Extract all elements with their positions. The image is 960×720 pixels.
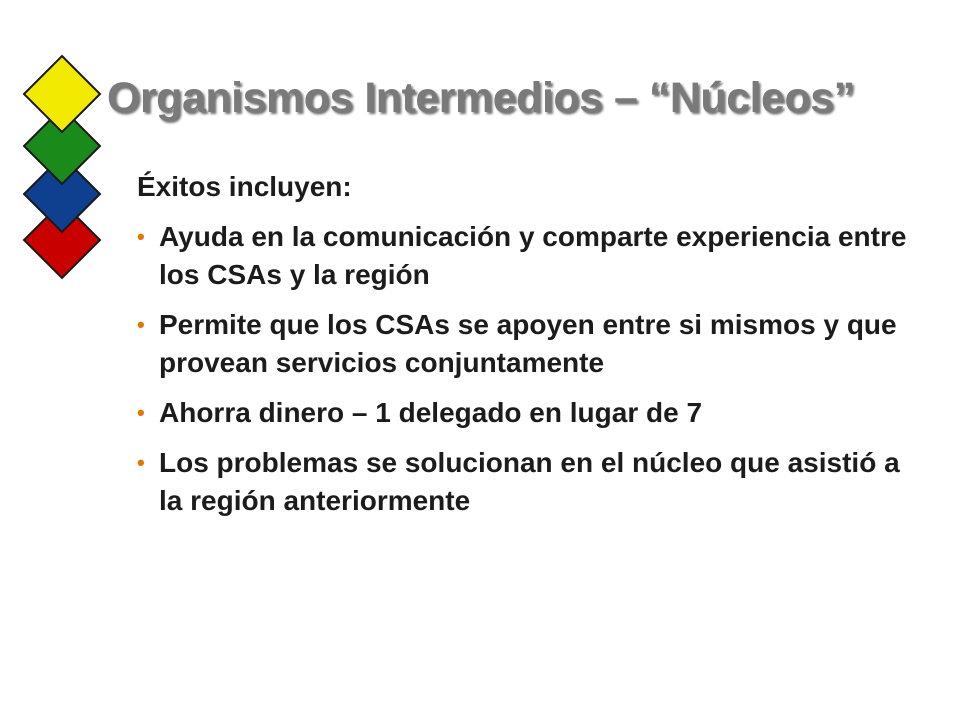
intro-heading: Éxitos incluyen: <box>137 171 352 202</box>
slide-title: Organismos Intermedios – “Núcleos” <box>107 74 855 122</box>
bullet-icon: • <box>137 312 145 337</box>
bullet-item <box>137 444 927 520</box>
bullet-text: Ayuda en la comunicación y comparte experiencia entre los CSAs y la región <box>159 221 907 290</box>
diamond-stack-graphic <box>22 50 106 280</box>
bullet-text: Ahorra dinero – 1 delegado en lugar de 7 <box>159 397 703 428</box>
bullet-icon: • <box>137 400 145 425</box>
bullet-item <box>137 394 927 432</box>
bullet-text: Permite que los CSAs se apoyen entre si mismos y que provean servicios conjuntamente <box>159 309 897 378</box>
bullet-icon: • <box>137 224 145 249</box>
decorative-diamonds <box>22 50 106 280</box>
bullet-item <box>137 306 927 382</box>
bullet-item <box>137 218 927 294</box>
slide-body <box>137 168 927 532</box>
bullet-icon: • <box>137 450 145 475</box>
bullet-text: Los problemas se solucionan en el núcleo que asistió a la región anteriormente <box>159 447 900 516</box>
yellow-diamond <box>24 56 100 132</box>
bullet-list <box>137 218 927 520</box>
